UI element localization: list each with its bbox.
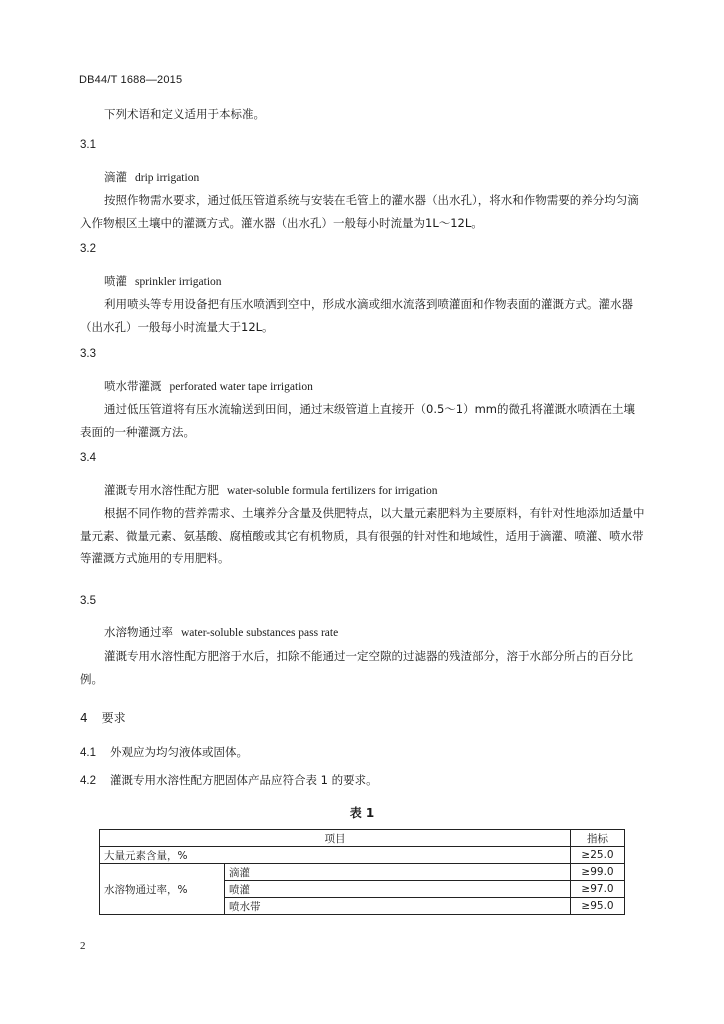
term-zh: 水溶物通过率: [104, 625, 173, 639]
term-en: water-soluble substances pass rate: [181, 627, 339, 639]
header-item: 项目: [100, 830, 571, 847]
sub-label: 滴灌: [225, 864, 571, 881]
term-zh: 喷水带灌溉: [104, 379, 162, 393]
section-number: 4: [80, 711, 88, 725]
term-en: perforated water tape irrigation: [169, 381, 313, 393]
header-index: 指标: [571, 830, 625, 847]
term-definition: 通过低压管道将有压水流输送到田间，通过末级管道上直接开（0.5～1）mm的微孔将灌溉水喷洒在土壤表面的一种灌溉方法。: [80, 402, 636, 439]
term-heading: [104, 479, 438, 498]
term-definition: 利用喷头等专用设备把有压水喷洒到空中，形成水滴或细水流落到喷灌面和作物表面的灌溉方式。灌水器（出水孔）一般每小时流量大于12L。: [80, 297, 633, 334]
clause-text: 外观应为均匀液体或固体。: [110, 745, 248, 759]
table-row: [100, 847, 625, 864]
term-number: 3.4: [80, 452, 96, 464]
term-definition: 灌溉专用水溶性配方肥溶于水后，扣除不能通过一定空隙的过滤器的残渣部分，溶于水部分所占的百分比例。: [80, 649, 633, 686]
term-en: sprinkler irrigation: [135, 276, 222, 288]
section-heading: [80, 709, 126, 726]
term-heading: [104, 270, 222, 289]
term-heading: [104, 621, 338, 640]
standard-code-header: DB44/T 1688—2015: [79, 74, 183, 86]
row-value: ≥99.0: [571, 864, 625, 881]
clause-number: 4.1: [80, 747, 96, 759]
requirements-table: [99, 829, 625, 915]
term-heading: [104, 375, 313, 394]
table-title: 表 1: [349, 806, 375, 820]
table-row: [100, 864, 625, 881]
term-zh: 灌溉专用水溶性配方肥: [104, 483, 219, 497]
row-label: 大量元素含量，%: [100, 847, 571, 864]
term-number: 3.3: [80, 348, 96, 360]
table-header-row: [100, 830, 625, 847]
term-definition: 按照作物需水要求，通过低压管道系统与安装在毛管上的灌水器（出水孔），将水和作物需要的养分均匀滴入作物根区土壤中的灌溉方式。灌水器（出水孔）一般每小时流量为1L～12L。: [80, 193, 639, 230]
sub-label: 喷灌: [225, 881, 571, 898]
page-number: 2: [80, 940, 86, 952]
row-value: ≥25.0: [571, 847, 625, 864]
term-number: 3.2: [80, 243, 96, 255]
intro-text: 下列术语和定义适用于本标准。: [104, 107, 265, 121]
clause-4-1: [80, 741, 248, 764]
term-zh: 喷灌: [104, 274, 127, 288]
term-number: 3.5: [80, 595, 96, 607]
sub-label: 喷水带: [225, 898, 571, 915]
clause-text: 灌溉专用水溶性配方肥固体产品应符合表 1 的要求。: [110, 773, 378, 787]
section-title: 要求: [101, 711, 126, 725]
clause-number: 4.2: [80, 775, 96, 787]
term-number: 3.1: [80, 139, 96, 151]
clause-4-2: [80, 769, 378, 792]
term-zh: 滴灌: [104, 170, 127, 184]
term-en: water-soluble formula fertilizers for irrigation: [227, 485, 438, 497]
term-en: drip irrigation: [135, 172, 200, 184]
row-label: 水溶物通过率，%: [100, 864, 225, 915]
term-definition: 根据不同作物的营养需求、土壤养分含量及供肥特点，以大量元素肥料为主要原料，有针对性地添加适量中量元素、微量元素、氨基酸、腐植酸或其它有机物质，具有很强的针对性和地域性，适用于滴灌、喷灌、喷水带等灌溉方式施用的专用肥料。: [80, 506, 645, 565]
row-value: ≥97.0: [571, 881, 625, 898]
row-value: ≥95.0: [571, 898, 625, 915]
term-heading: [104, 166, 199, 185]
